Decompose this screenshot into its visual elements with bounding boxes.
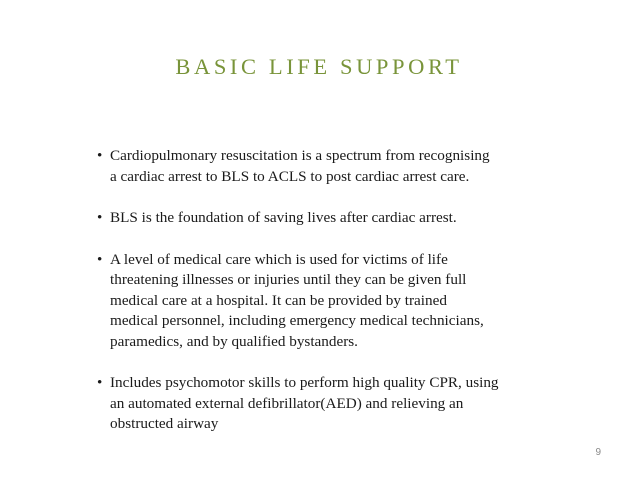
bullet-item [97,250,577,353]
bullet-line: obstructed airway [110,415,219,432]
bullet-list [97,146,577,435]
bullet-icon: • [97,250,103,268]
bullet-line: BLS is the foundation of saving lives after cardiac arrest. [110,209,457,226]
bullet-line: paramedics, and by qualified bystanders. [110,332,358,350]
bullet-item [97,373,577,435]
bullet-icon: • [97,147,103,164]
bullet-line: A level of medical care which is used for victims of life [110,250,448,268]
bullet-line: medical care at a hospital. It can be provided by trained [110,291,447,309]
bullet-line: Cardiopulmonary resuscitation is a spectrum from recognising [110,147,490,164]
bullet-icon: • [97,374,103,391]
bullet-item [97,208,577,229]
bullet-line: an automated external defibrillator(AED) and relieving an [110,394,464,412]
bullet-line: medical personnel, including emergency medical technicians, [110,312,484,329]
bullet-line: threatening illnesses or injuries until they can be given full [110,271,467,288]
bullet-line: a cardiac arrest to BLS to ACLS to post cardiac arrest care. [110,167,470,185]
bullet-item [97,146,577,187]
bullet-line: Includes psychomotor skills to perform high quality CPR, using [110,374,499,391]
page-number: 9 [595,447,601,458]
bullet-icon: • [97,209,103,226]
slide-title: BASIC LIFE SUPPORT [175,54,463,79]
